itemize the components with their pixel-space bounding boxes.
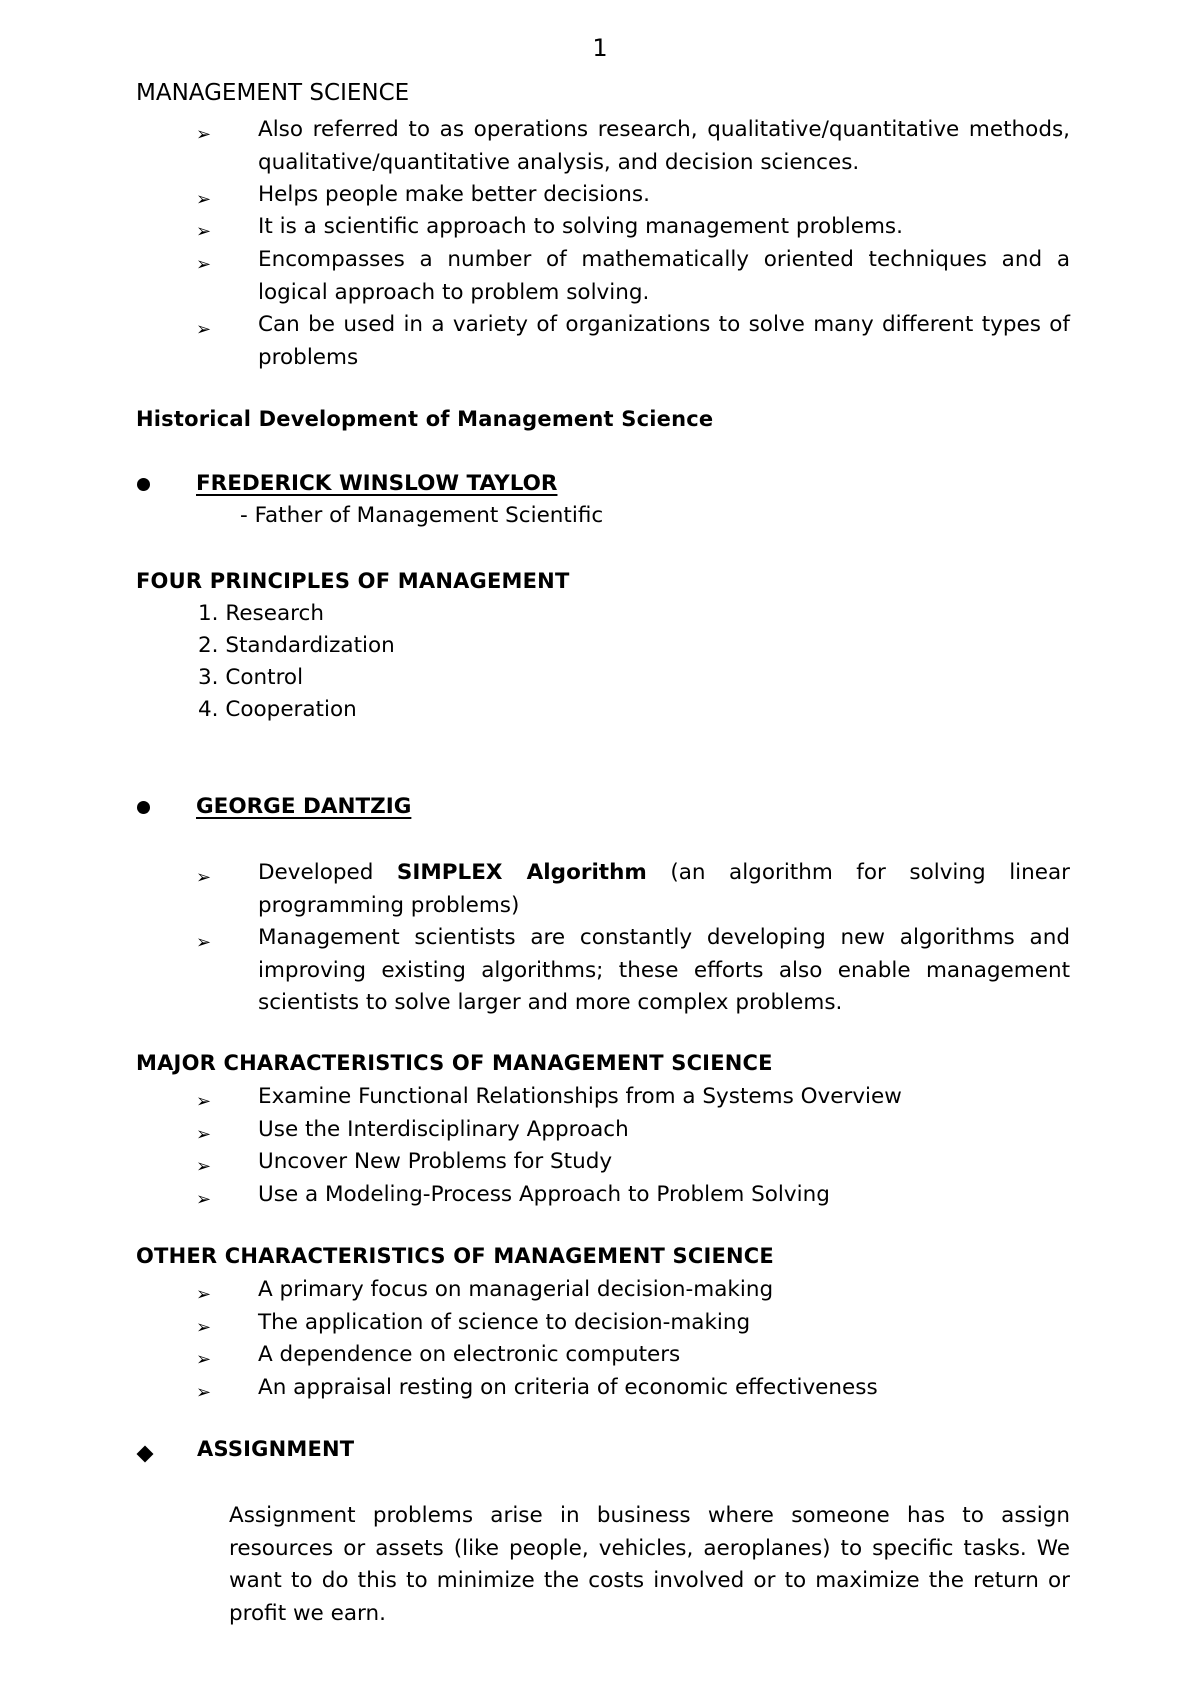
person-subtitle-taylor: - Father of Management Scientific	[240, 503, 604, 528]
arrow-bullet-icon: ➢	[196, 1317, 212, 1338]
diamond-bullet-icon	[137, 1446, 154, 1463]
arrow-bullet-icon: ➢	[196, 1382, 212, 1403]
major-item: Uncover New Problems for Study	[258, 1149, 613, 1174]
arrow-bullet-icon: ➢	[196, 1189, 212, 1210]
arrow-bullet-icon: ➢	[196, 1124, 212, 1145]
principle-item: 4. Cooperation	[198, 697, 357, 722]
intro-bullet: It is a scientific approach to solving management problems.	[258, 214, 903, 239]
other-item: A dependence on electronic computers	[258, 1342, 681, 1367]
dantzig-bullet: Management scientists are constantly developing new algorithms and improving existing algorithms; these efforts also enable management scientists to solve larger and more complex problems.	[258, 925, 1070, 1015]
principle-item: 1. Research	[198, 601, 324, 626]
dantzig-bullet	[258, 857, 1070, 922]
arrow-bullet-icon: ➢	[196, 867, 212, 888]
document-title: MANAGEMENT SCIENCE	[136, 80, 410, 106]
section-heading-assignment: ASSIGNMENT	[197, 1437, 355, 1461]
round-bullet-icon	[137, 801, 150, 814]
arrow-bullet-icon: ➢	[196, 1156, 212, 1177]
arrow-bullet-icon: ➢	[196, 1349, 212, 1370]
arrow-bullet-icon: ➢	[196, 221, 212, 242]
intro-bullet: Helps people make better decisions.	[258, 182, 650, 207]
major-item: Examine Functional Relationships from a Systems Overview	[258, 1084, 902, 1109]
other-item: The application of science to decision-making	[258, 1310, 751, 1335]
page-number: 1	[592, 34, 608, 62]
arrow-bullet-icon: ➢	[196, 124, 212, 145]
dantzig-bullet-text: (an algorithm for solving linear programming problems)	[258, 860, 1071, 918]
arrow-bullet-icon: ➢	[196, 319, 212, 340]
other-item: An appraisal resting on criteria of economic effectiveness	[258, 1375, 878, 1400]
principle-item: 2. Standardization	[198, 633, 395, 658]
intro-bullet: Can be used in a variety of organizations to solve many different types of problems	[258, 312, 1070, 370]
person-name-taylor: FREDERICK WINSLOW TAYLOR	[196, 471, 558, 496]
principle-item: 3. Control	[198, 665, 304, 690]
assignment-paragraph: Assignment problems arise in business where someone has to assign resources or assets (like people, vehicles, aeroplanes) to specific tasks. We want to do this to minimize the costs involved or to maximize the return or profit we earn.	[229, 1503, 1070, 1626]
other-item: A primary focus on managerial decision-making	[258, 1277, 774, 1302]
intro-bullet: Encompasses a number of mathematically oriented techniques and a logical approach to problem solving.	[258, 247, 1070, 305]
dantzig-bullet-text: Developed	[258, 860, 397, 885]
arrow-bullet-icon: ➢	[196, 1284, 212, 1305]
section-heading-major: MAJOR CHARACTERISTICS OF MANAGEMENT SCIENCE	[136, 1051, 773, 1075]
section-heading-other: OTHER CHARACTERISTICS OF MANAGEMENT SCIENCE	[136, 1244, 774, 1268]
person-name-dantzig: GEORGE DANTZIG	[196, 794, 412, 819]
simplex-algorithm-term: SIMPLEX Algorithm	[396, 860, 647, 885]
arrow-bullet-icon: ➢	[196, 1091, 212, 1112]
arrow-bullet-icon: ➢	[196, 932, 212, 953]
section-heading-historical: Historical Development of Management Science	[136, 407, 714, 431]
section-heading-principles: FOUR PRINCIPLES OF MANAGEMENT	[136, 569, 570, 593]
arrow-bullet-icon: ➢	[196, 189, 212, 210]
major-item: Use the Interdisciplinary Approach	[258, 1117, 629, 1142]
round-bullet-icon	[137, 478, 150, 491]
intro-bullet: Also referred to as operations research, qualitative/quantitative methods, qualitative/quantitative analysis, and decision sciences.	[258, 117, 1070, 175]
arrow-bullet-icon: ➢	[196, 254, 212, 275]
major-item: Use a Modeling-Process Approach to Problem Solving	[258, 1182, 830, 1207]
